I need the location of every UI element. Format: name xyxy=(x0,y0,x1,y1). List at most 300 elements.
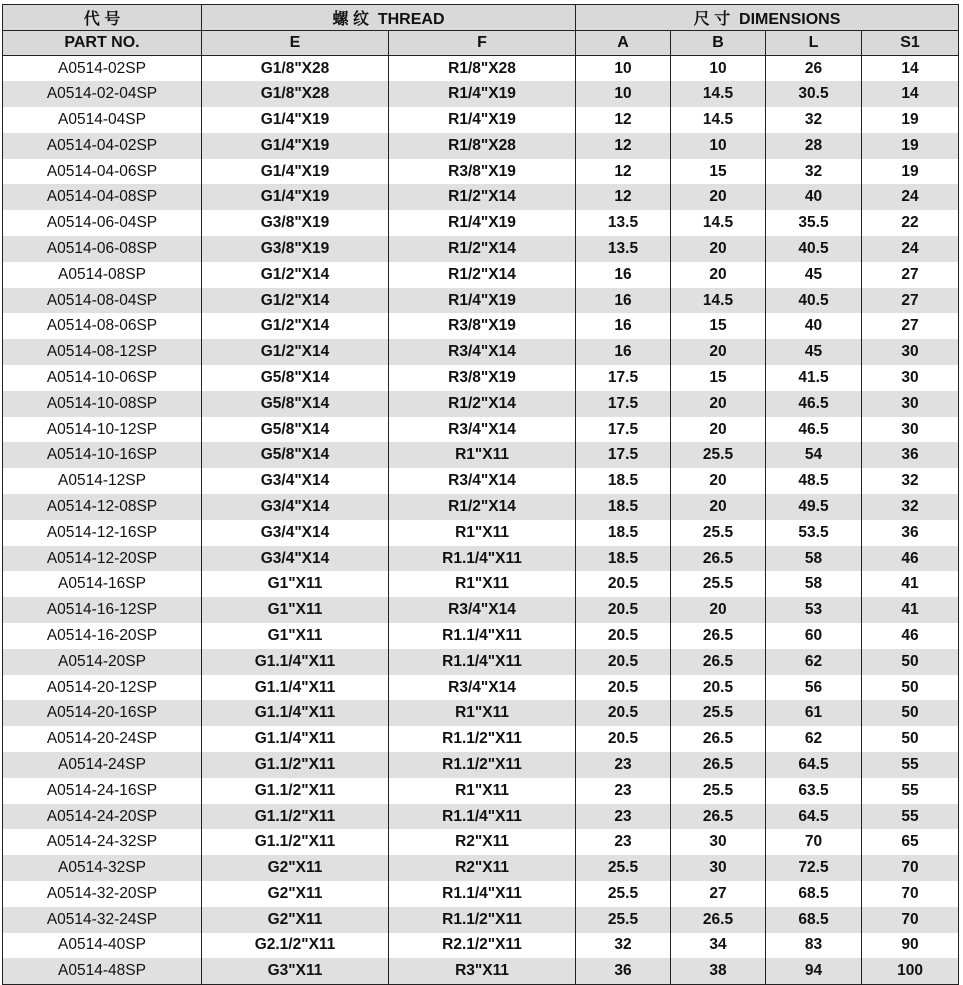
dim-b-cell: 15 xyxy=(671,159,766,185)
thread-e-cell: G1.1/2"X11 xyxy=(202,752,389,778)
dim-l-cell: 40.5 xyxy=(766,236,862,262)
thread-e-cell: G1/4"X19 xyxy=(202,184,389,210)
part-no-cell: A0514-20SP xyxy=(3,649,202,675)
dim-a-cell: 18.5 xyxy=(576,468,671,494)
thread-f-cell: R2.1/2"X11 xyxy=(389,933,576,959)
dim-l-cell: 32 xyxy=(766,107,862,133)
thread-e-cell: G1.1/4"X11 xyxy=(202,675,389,701)
thread-f-cell: R1.1/2"X11 xyxy=(389,907,576,933)
dim-l-cell: 61 xyxy=(766,700,862,726)
dim-a-cell: 13.5 xyxy=(576,210,671,236)
table-row xyxy=(3,907,959,933)
thread-e-cell: G1/4"X19 xyxy=(202,133,389,159)
part-no-cell: A0514-20-12SP xyxy=(3,675,202,701)
part-no-cell: A0514-12SP xyxy=(3,468,202,494)
dim-a-cell: 16 xyxy=(576,262,671,288)
dim-s1-cell: 55 xyxy=(862,778,959,804)
dim-a-cell: 20.5 xyxy=(576,623,671,649)
dim-b-cell: 26.5 xyxy=(671,546,766,572)
dim-a-cell: 16 xyxy=(576,339,671,365)
thread-f-cell: R3/8"X19 xyxy=(389,159,576,185)
thread-f-cell: R3/4"X14 xyxy=(389,597,576,623)
thread-e-cell: G3/4"X14 xyxy=(202,546,389,572)
thread-dimensions-table xyxy=(2,4,959,985)
thread-f-cell: R1"X11 xyxy=(389,571,576,597)
dim-s1-cell: 46 xyxy=(862,623,959,649)
thread-e-cell: G1/8"X28 xyxy=(202,81,389,107)
dim-a-cell: 16 xyxy=(576,288,671,314)
table-row xyxy=(3,56,959,82)
dim-s1-cell: 90 xyxy=(862,933,959,959)
part-no-header: PART NO. xyxy=(3,31,202,56)
dim-a-cell: 12 xyxy=(576,159,671,185)
part-no-cell: A0514-12-16SP xyxy=(3,520,202,546)
table-row xyxy=(3,520,959,546)
part-no-cell: A0514-06-04SP xyxy=(3,210,202,236)
thread-f-cell: R3/4"X14 xyxy=(389,417,576,443)
dim-b-cell: 20 xyxy=(671,184,766,210)
part-no-cell: A0514-20-24SP xyxy=(3,726,202,752)
dim-l-cell: 70 xyxy=(766,829,862,855)
dim-b-cell: 26.5 xyxy=(671,623,766,649)
part-no-cell: A0514-16-20SP xyxy=(3,623,202,649)
dim-en-label: DIMENSIONS xyxy=(739,11,841,28)
dim-l-cell: 83 xyxy=(766,933,862,959)
dim-l-cell: 49.5 xyxy=(766,494,862,520)
part-no-cell: A0514-12-20SP xyxy=(3,546,202,572)
table-row xyxy=(3,391,959,417)
thread-e-cell: G5/8"X14 xyxy=(202,365,389,391)
thread-f-cell: R1.1/4"X11 xyxy=(389,881,576,907)
thread-e-cell: G2"X11 xyxy=(202,855,389,881)
thread-e-cell: G1/4"X19 xyxy=(202,107,389,133)
part-no-cell: A0514-08SP xyxy=(3,262,202,288)
dim-l-cell: 63.5 xyxy=(766,778,862,804)
dim-a-cell: 16 xyxy=(576,313,671,339)
dim-a-cell: 23 xyxy=(576,778,671,804)
thread-e-cell: G5/8"X14 xyxy=(202,417,389,443)
thread-e-cell: G5/8"X14 xyxy=(202,442,389,468)
part-no-cell: A0514-08-12SP xyxy=(3,339,202,365)
thread-e-cell: G2"X11 xyxy=(202,881,389,907)
table-row xyxy=(3,726,959,752)
dim-s1-cell: 50 xyxy=(862,675,959,701)
table-row xyxy=(3,288,959,314)
thread-e-cell: G3/8"X19 xyxy=(202,210,389,236)
part-no-cell: A0514-10-08SP xyxy=(3,391,202,417)
dim-a-cell: 20.5 xyxy=(576,675,671,701)
dim-b-cell: 27 xyxy=(671,881,766,907)
dim-a-cell: 23 xyxy=(576,804,671,830)
thread-e-cell: G1"X11 xyxy=(202,571,389,597)
thread-e-cell: G5/8"X14 xyxy=(202,391,389,417)
dim-a-cell: 17.5 xyxy=(576,442,671,468)
part-no-cell: A0514-24SP xyxy=(3,752,202,778)
part-no-cell: A0514-32-24SP xyxy=(3,907,202,933)
thread-f-cell: R1/4"X19 xyxy=(389,210,576,236)
thread-e-cell: G1"X11 xyxy=(202,623,389,649)
part-no-cell: A0514-16-12SP xyxy=(3,597,202,623)
dim-b-cell: 20 xyxy=(671,468,766,494)
thread-f-cell: R3/4"X14 xyxy=(389,339,576,365)
dim-a-cell: 23 xyxy=(576,752,671,778)
dim-s1-cell: 36 xyxy=(862,442,959,468)
dim-s1-cell: 14 xyxy=(862,81,959,107)
thread-e-cell: G1.1/4"X11 xyxy=(202,649,389,675)
dim-s1-cell: 50 xyxy=(862,726,959,752)
thread-e-cell: G1/2"X14 xyxy=(202,262,389,288)
dim-s1-cell: 27 xyxy=(862,313,959,339)
part-no-cell: A0514-10-12SP xyxy=(3,417,202,443)
thread-f-cell: R1/2"X14 xyxy=(389,494,576,520)
thread-f-cell: R3/4"X14 xyxy=(389,468,576,494)
table-row xyxy=(3,81,959,107)
dim-a-cell: 17.5 xyxy=(576,391,671,417)
dim-s1-cell: 50 xyxy=(862,700,959,726)
dim-s1-cell: 19 xyxy=(862,107,959,133)
dim-cn-label: 尺 寸 xyxy=(693,11,731,28)
dim-a-cell: 10 xyxy=(576,56,671,82)
dim-b-cell: 25.5 xyxy=(671,700,766,726)
dim-l-cell: 32 xyxy=(766,159,862,185)
table-row xyxy=(3,468,959,494)
thread-e-cell: G1.1/4"X11 xyxy=(202,726,389,752)
thread-e-cell: G1.1/2"X11 xyxy=(202,778,389,804)
thread-f-cell: R1.1/4"X11 xyxy=(389,546,576,572)
part-no-cell: A0514-06-08SP xyxy=(3,236,202,262)
dim-s1-cell: 46 xyxy=(862,546,959,572)
thread-e-cell: G3/4"X14 xyxy=(202,494,389,520)
col-header-f: F xyxy=(389,31,576,56)
part-no-cell: A0514-08-06SP xyxy=(3,313,202,339)
thread-f-cell: R3"X11 xyxy=(389,958,576,984)
dim-b-cell: 25.5 xyxy=(671,571,766,597)
dim-l-cell: 46.5 xyxy=(766,417,862,443)
thread-e-cell: G1.1/4"X11 xyxy=(202,700,389,726)
dim-b-cell: 14.5 xyxy=(671,210,766,236)
dim-l-cell: 68.5 xyxy=(766,881,862,907)
part-no-cell: A0514-48SP xyxy=(3,958,202,984)
thread-e-cell: G1/4"X19 xyxy=(202,159,389,185)
dim-a-cell: 12 xyxy=(576,133,671,159)
dim-b-cell: 15 xyxy=(671,313,766,339)
dimensions-header xyxy=(576,5,959,31)
dim-b-cell: 14.5 xyxy=(671,288,766,314)
thread-f-cell: R1"X11 xyxy=(389,520,576,546)
thread-f-cell: R2"X11 xyxy=(389,855,576,881)
thread-e-cell: G1"X11 xyxy=(202,597,389,623)
dim-b-cell: 38 xyxy=(671,958,766,984)
dim-a-cell: 12 xyxy=(576,107,671,133)
col-header-b: B xyxy=(671,31,766,56)
dim-s1-cell: 30 xyxy=(862,365,959,391)
dim-b-cell: 26.5 xyxy=(671,804,766,830)
table-row xyxy=(3,494,959,520)
thread-f-cell: R1/4"X19 xyxy=(389,81,576,107)
thread-e-cell: G1/8"X28 xyxy=(202,56,389,82)
table-row xyxy=(3,417,959,443)
col-header-a: A xyxy=(576,31,671,56)
thread-e-cell: G2"X11 xyxy=(202,907,389,933)
table-row xyxy=(3,133,959,159)
code-cn-header: 代 号 xyxy=(3,5,202,31)
part-no-cell: A0514-20-16SP xyxy=(3,700,202,726)
table-row xyxy=(3,442,959,468)
dim-s1-cell: 70 xyxy=(862,855,959,881)
dim-l-cell: 35.5 xyxy=(766,210,862,236)
dim-b-cell: 20 xyxy=(671,597,766,623)
dim-b-cell: 14.5 xyxy=(671,107,766,133)
dim-b-cell: 20 xyxy=(671,494,766,520)
dim-b-cell: 30 xyxy=(671,829,766,855)
part-no-cell: A0514-08-04SP xyxy=(3,288,202,314)
thread-e-cell: G1.1/2"X11 xyxy=(202,829,389,855)
thread-f-cell: R1/2"X14 xyxy=(389,184,576,210)
thread-f-cell: R1.1/4"X11 xyxy=(389,649,576,675)
part-no-cell: A0514-32-20SP xyxy=(3,881,202,907)
thread-f-cell: R1.1/2"X11 xyxy=(389,752,576,778)
dim-l-cell: 30.5 xyxy=(766,81,862,107)
part-no-cell: A0514-02-04SP xyxy=(3,81,202,107)
table-row xyxy=(3,958,959,984)
dim-l-cell: 62 xyxy=(766,649,862,675)
thread-f-cell: R1"X11 xyxy=(389,778,576,804)
dim-a-cell: 20.5 xyxy=(576,571,671,597)
part-no-cell: A0514-32SP xyxy=(3,855,202,881)
dim-a-cell: 10 xyxy=(576,81,671,107)
dim-b-cell: 15 xyxy=(671,365,766,391)
dim-a-cell: 20.5 xyxy=(576,726,671,752)
table-row xyxy=(3,107,959,133)
col-header-s1: S1 xyxy=(862,31,959,56)
dim-b-cell: 10 xyxy=(671,133,766,159)
thread-f-cell: R1.1/4"X11 xyxy=(389,804,576,830)
dim-l-cell: 40 xyxy=(766,313,862,339)
dim-l-cell: 62 xyxy=(766,726,862,752)
dim-a-cell: 12 xyxy=(576,184,671,210)
col-header-e: E xyxy=(202,31,389,56)
part-no-cell: A0514-04-02SP xyxy=(3,133,202,159)
thread-e-cell: G1/2"X14 xyxy=(202,313,389,339)
dim-b-cell: 25.5 xyxy=(671,520,766,546)
dim-a-cell: 32 xyxy=(576,933,671,959)
dim-a-cell: 17.5 xyxy=(576,417,671,443)
dim-l-cell: 45 xyxy=(766,262,862,288)
table-row xyxy=(3,778,959,804)
dim-l-cell: 28 xyxy=(766,133,862,159)
dim-s1-cell: 24 xyxy=(862,236,959,262)
dim-a-cell: 36 xyxy=(576,958,671,984)
thread-e-cell: G3"X11 xyxy=(202,958,389,984)
dim-s1-cell: 50 xyxy=(862,649,959,675)
thread-f-cell: R1/8"X28 xyxy=(389,56,576,82)
dim-b-cell: 20 xyxy=(671,391,766,417)
dim-b-cell: 25.5 xyxy=(671,442,766,468)
dim-l-cell: 46.5 xyxy=(766,391,862,417)
dim-s1-cell: 41 xyxy=(862,597,959,623)
dim-s1-cell: 32 xyxy=(862,494,959,520)
dim-s1-cell: 27 xyxy=(862,262,959,288)
table-row xyxy=(3,184,959,210)
table-body xyxy=(3,56,959,985)
dim-a-cell: 23 xyxy=(576,829,671,855)
thread-e-cell: G1/2"X14 xyxy=(202,288,389,314)
dim-l-cell: 48.5 xyxy=(766,468,862,494)
dim-s1-cell: 27 xyxy=(862,288,959,314)
dim-l-cell: 53.5 xyxy=(766,520,862,546)
table-row xyxy=(3,649,959,675)
table-row xyxy=(3,262,959,288)
table-row xyxy=(3,546,959,572)
dim-a-cell: 20.5 xyxy=(576,597,671,623)
thread-cn-label: 螺 纹 xyxy=(332,11,369,28)
thread-e-cell: G3/4"X14 xyxy=(202,468,389,494)
thread-f-cell: R1/2"X14 xyxy=(389,262,576,288)
thread-e-cell: G1/2"X14 xyxy=(202,339,389,365)
dim-s1-cell: 24 xyxy=(862,184,959,210)
dim-l-cell: 54 xyxy=(766,442,862,468)
table-row xyxy=(3,236,959,262)
dim-b-cell: 26.5 xyxy=(671,907,766,933)
thread-f-cell: R1/2"X14 xyxy=(389,236,576,262)
dim-l-cell: 68.5 xyxy=(766,907,862,933)
dim-s1-cell: 30 xyxy=(862,417,959,443)
thread-e-cell: G3/8"X19 xyxy=(202,236,389,262)
dim-b-cell: 10 xyxy=(671,56,766,82)
part-no-cell: A0514-12-08SP xyxy=(3,494,202,520)
table-row xyxy=(3,804,959,830)
dim-b-cell: 26.5 xyxy=(671,649,766,675)
dim-b-cell: 25.5 xyxy=(671,778,766,804)
table-row xyxy=(3,855,959,881)
dim-a-cell: 20.5 xyxy=(576,649,671,675)
dim-a-cell: 25.5 xyxy=(576,855,671,881)
table-row xyxy=(3,933,959,959)
dim-s1-cell: 30 xyxy=(862,339,959,365)
dim-s1-cell: 70 xyxy=(862,907,959,933)
thread-f-cell: R3/8"X19 xyxy=(389,313,576,339)
part-no-cell: A0514-04-06SP xyxy=(3,159,202,185)
dim-s1-cell: 32 xyxy=(862,468,959,494)
dim-s1-cell: 100 xyxy=(862,958,959,984)
dim-s1-cell: 36 xyxy=(862,520,959,546)
part-no-cell: A0514-40SP xyxy=(3,933,202,959)
thread-header xyxy=(202,5,576,31)
thread-f-cell: R1/4"X19 xyxy=(389,107,576,133)
dim-s1-cell: 30 xyxy=(862,391,959,417)
part-no-cell: A0514-24-32SP xyxy=(3,829,202,855)
dim-l-cell: 64.5 xyxy=(766,804,862,830)
part-no-cell: A0514-04SP xyxy=(3,107,202,133)
dim-s1-cell: 14 xyxy=(862,56,959,82)
dim-l-cell: 40 xyxy=(766,184,862,210)
dim-l-cell: 56 xyxy=(766,675,862,701)
part-no-cell: A0514-16SP xyxy=(3,571,202,597)
dim-l-cell: 58 xyxy=(766,546,862,572)
dim-s1-cell: 55 xyxy=(862,804,959,830)
table-row xyxy=(3,597,959,623)
dim-a-cell: 18.5 xyxy=(576,494,671,520)
thread-e-cell: G1.1/2"X11 xyxy=(202,804,389,830)
thread-f-cell: R3/4"X14 xyxy=(389,675,576,701)
table-row xyxy=(3,313,959,339)
thread-f-cell: R1.1/4"X11 xyxy=(389,623,576,649)
dim-a-cell: 25.5 xyxy=(576,881,671,907)
dim-b-cell: 34 xyxy=(671,933,766,959)
table-row xyxy=(3,700,959,726)
dim-a-cell: 20.5 xyxy=(576,700,671,726)
dim-l-cell: 60 xyxy=(766,623,862,649)
dim-b-cell: 20.5 xyxy=(671,675,766,701)
dim-l-cell: 58 xyxy=(766,571,862,597)
dim-l-cell: 72.5 xyxy=(766,855,862,881)
dim-b-cell: 20 xyxy=(671,236,766,262)
thread-f-cell: R1/8"X28 xyxy=(389,133,576,159)
dim-b-cell: 20 xyxy=(671,417,766,443)
thread-e-cell: G2.1/2"X11 xyxy=(202,933,389,959)
thread-f-cell: R3/8"X19 xyxy=(389,365,576,391)
thread-f-cell: R1.1/2"X11 xyxy=(389,726,576,752)
dim-b-cell: 30 xyxy=(671,855,766,881)
thread-f-cell: R1"X11 xyxy=(389,442,576,468)
thread-f-cell: R2"X11 xyxy=(389,829,576,855)
dim-b-cell: 26.5 xyxy=(671,752,766,778)
dim-s1-cell: 65 xyxy=(862,829,959,855)
dim-b-cell: 20 xyxy=(671,339,766,365)
part-no-cell: A0514-24-16SP xyxy=(3,778,202,804)
table-row xyxy=(3,339,959,365)
dim-s1-cell: 22 xyxy=(862,210,959,236)
dim-l-cell: 94 xyxy=(766,958,862,984)
table-row xyxy=(3,829,959,855)
dim-s1-cell: 19 xyxy=(862,159,959,185)
dim-a-cell: 13.5 xyxy=(576,236,671,262)
dim-a-cell: 17.5 xyxy=(576,365,671,391)
dim-s1-cell: 41 xyxy=(862,571,959,597)
table-row xyxy=(3,571,959,597)
dim-s1-cell: 55 xyxy=(862,752,959,778)
table-row xyxy=(3,623,959,649)
dim-b-cell: 14.5 xyxy=(671,81,766,107)
part-no-cell: A0514-10-06SP xyxy=(3,365,202,391)
col-header-l: L xyxy=(766,31,862,56)
dim-l-cell: 26 xyxy=(766,56,862,82)
dim-b-cell: 20 xyxy=(671,262,766,288)
table-row xyxy=(3,675,959,701)
dim-s1-cell: 19 xyxy=(862,133,959,159)
dim-l-cell: 41.5 xyxy=(766,365,862,391)
thread-e-cell: G3/4"X14 xyxy=(202,520,389,546)
header-row-1 xyxy=(3,5,959,31)
thread-f-cell: R1"X11 xyxy=(389,700,576,726)
dim-l-cell: 45 xyxy=(766,339,862,365)
part-no-cell: A0514-04-08SP xyxy=(3,184,202,210)
table-row xyxy=(3,752,959,778)
dim-s1-cell: 70 xyxy=(862,881,959,907)
table-row xyxy=(3,210,959,236)
dim-l-cell: 40.5 xyxy=(766,288,862,314)
dim-a-cell: 25.5 xyxy=(576,907,671,933)
table-row xyxy=(3,881,959,907)
part-no-cell: A0514-10-16SP xyxy=(3,442,202,468)
dim-a-cell: 18.5 xyxy=(576,520,671,546)
table-row xyxy=(3,159,959,185)
table-row xyxy=(3,365,959,391)
dim-b-cell: 26.5 xyxy=(671,726,766,752)
dim-l-cell: 53 xyxy=(766,597,862,623)
part-no-cell: A0514-24-20SP xyxy=(3,804,202,830)
thread-en-label: THREAD xyxy=(377,11,445,28)
